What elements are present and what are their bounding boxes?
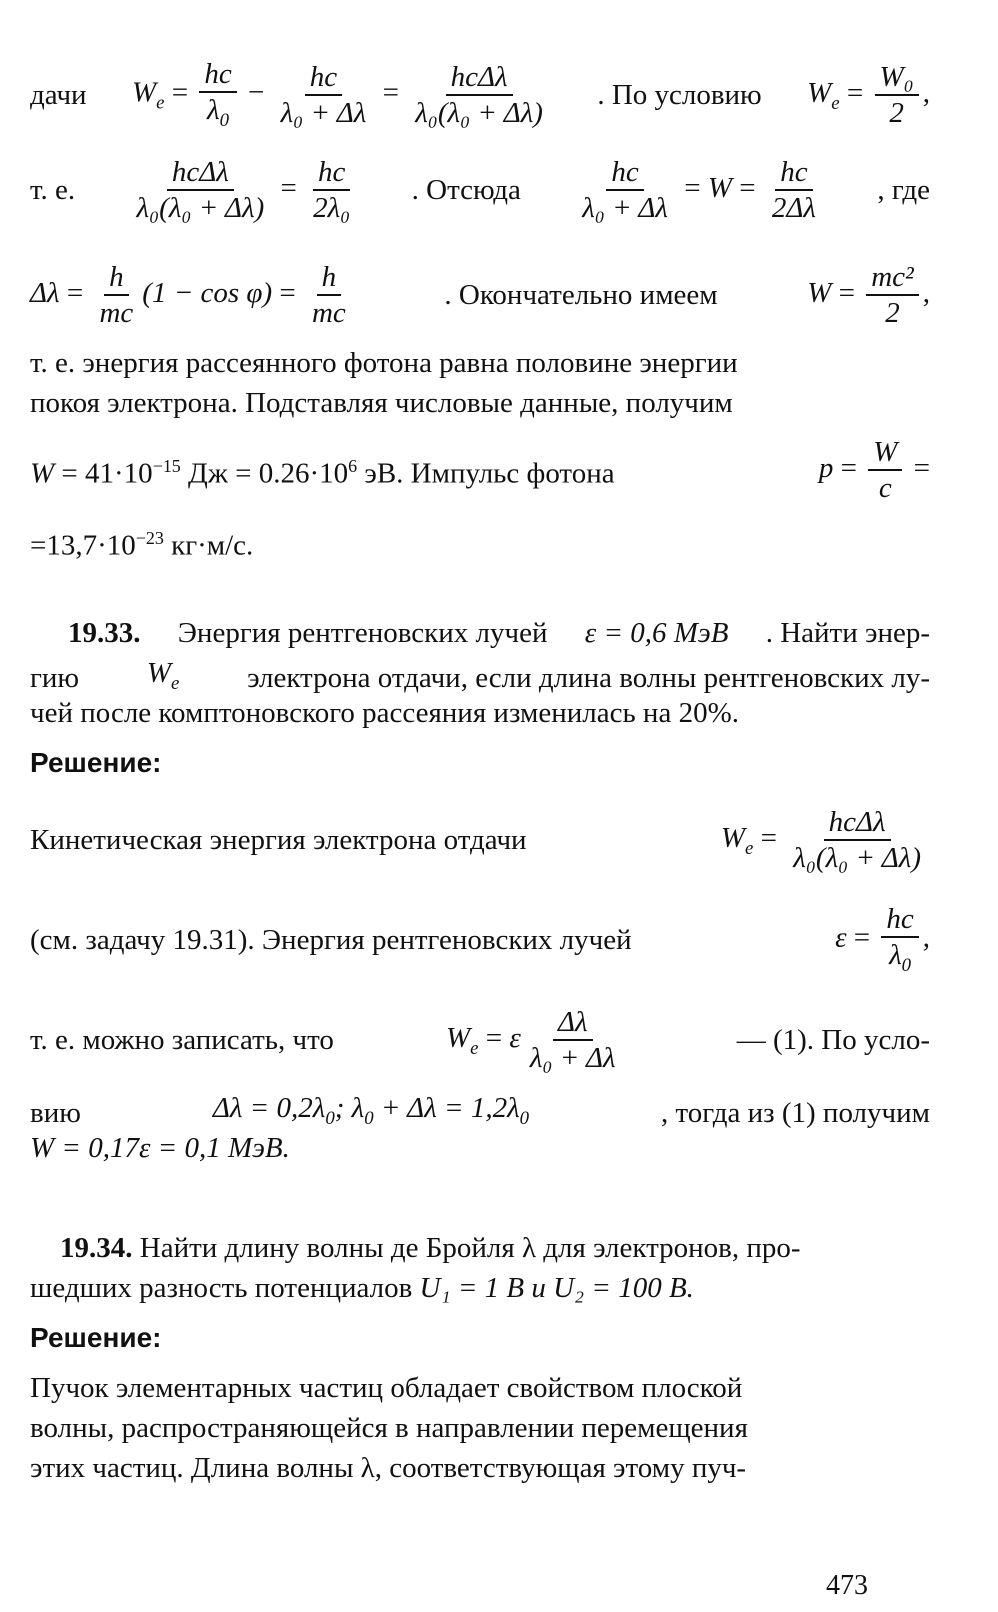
text: шедших разность потенциалов — [30, 1272, 413, 1304]
fraction — [410, 62, 548, 129]
text: . Найти энер- — [765, 617, 930, 649]
eq: = — [684, 171, 701, 204]
fraction — [577, 157, 673, 224]
problem-19-34-line-2 — [30, 1270, 930, 1306]
var-w: W — [807, 276, 832, 309]
numerator: W — [868, 437, 902, 471]
text: Энергия рентгеновских лучей — [177, 617, 548, 649]
sub-0: 0 — [219, 110, 230, 132]
numerator: hcΔλ — [446, 62, 513, 96]
numerator: hc — [775, 157, 812, 191]
var-w: W — [446, 1021, 471, 1054]
fraction — [308, 157, 355, 224]
solution-line-5 — [30, 1130, 930, 1166]
comma: , — [922, 276, 930, 309]
text-line — [30, 1410, 930, 1446]
text: покоя электрона. Подставляя числовые данные, получим — [30, 387, 733, 419]
text: (см. задачу 19.31). Энергия рентгеновских лучей — [30, 924, 632, 956]
formula — [30, 448, 615, 492]
exponent: −15 — [152, 456, 181, 477]
numerator: hc — [305, 62, 342, 96]
delta-lambda: Δλ — [30, 276, 60, 309]
denominator: λ₀(λ₀ + Δλ) — [136, 192, 265, 224]
text-line — [30, 1450, 930, 1486]
sub-e: e — [170, 672, 180, 694]
text: Кинетическая энергия электрона отдачи — [30, 824, 527, 856]
text: электрона отдачи, если длина волны рентгеновских лу- — [247, 662, 930, 695]
formula: U₁ = 1 В и U₂ = 100 В. — [419, 1272, 694, 1304]
denominator: 2 — [889, 97, 904, 129]
text: ; λ — [334, 1092, 365, 1124]
solution-line-2 — [30, 900, 930, 980]
text: кг·м/с. — [163, 529, 254, 562]
text: . По условию — [597, 79, 762, 111]
page-number: 473 — [826, 1570, 868, 1601]
fraction — [307, 262, 351, 329]
fraction — [875, 62, 919, 129]
var-w: W — [807, 76, 832, 109]
var-w: W — [131, 76, 157, 109]
lambda: λ — [889, 939, 902, 972]
sub-0: 0 — [325, 1107, 335, 1129]
text: т. е. энергия рассеянного фотона равна половине энергии — [30, 347, 738, 379]
var-p: p — [818, 451, 834, 484]
var-eps: ε — [509, 1021, 521, 1054]
formula-line-1 — [30, 55, 930, 135]
sub-e: e — [156, 92, 165, 114]
sub-0: 0 — [901, 955, 912, 977]
text: гию — [30, 662, 80, 695]
var-w: W — [720, 821, 746, 854]
formula-we-half — [807, 62, 930, 129]
denominator: λ₀ + Δλ — [582, 192, 668, 224]
sub-e: e — [470, 1037, 479, 1059]
fraction — [94, 262, 138, 329]
eq: = — [171, 76, 189, 109]
denominator: λ₀(λ₀ + Δλ) — [415, 96, 543, 129]
eq: = — [846, 76, 864, 109]
text: т. е. — [30, 174, 76, 206]
formula — [819, 437, 930, 504]
eq: = — [760, 821, 778, 854]
var-w: W — [30, 457, 55, 490]
denominator: λ₀(λ₀ + Δλ) — [793, 842, 921, 874]
fraction — [868, 437, 902, 504]
numerator: hc — [881, 904, 918, 938]
eq: = — [913, 451, 930, 484]
fraction — [525, 1007, 621, 1074]
text: Решение: — [30, 747, 162, 778]
eq: = — [280, 171, 297, 204]
text: Δλ = 0,2λ — [212, 1092, 326, 1124]
var-w: W — [707, 171, 733, 204]
text: W = 0,17ε = 0,1 МэВ. — [30, 1132, 290, 1164]
text: =13,7·10 — [30, 529, 136, 562]
denominator: mc — [311, 297, 346, 329]
text: , тогда из (1) получим — [661, 1097, 930, 1130]
solution-heading — [30, 745, 930, 781]
formula-we — [132, 59, 552, 131]
problem-19-33-line-1 — [68, 615, 930, 651]
text: , где — [877, 174, 930, 206]
numerator: hc — [313, 157, 350, 191]
var-eps: ε — [835, 921, 847, 954]
denominator: 2Δλ — [771, 192, 816, 224]
sub-e: e — [831, 92, 840, 114]
formula — [807, 262, 930, 329]
formula — [128, 157, 360, 224]
fraction — [276, 62, 372, 129]
comma: , — [922, 921, 930, 954]
text: т. е. можно записать, что — [30, 1024, 334, 1056]
formula — [30, 262, 355, 329]
fraction — [788, 807, 926, 874]
text: = 41·10 — [61, 457, 153, 490]
fraction — [767, 157, 821, 224]
comma: , — [922, 76, 930, 109]
numerator: Δλ — [553, 1007, 593, 1041]
text: волны, распространяющейся в направлении перемещения — [30, 1412, 748, 1444]
sub-0: 0 — [364, 1107, 374, 1129]
exponent: 6 — [348, 456, 358, 477]
eq: = — [382, 76, 399, 109]
eq: = — [853, 921, 871, 954]
problem-number: 19.34. — [60, 1232, 133, 1264]
bracket: (1 − cos φ) — [142, 276, 273, 309]
denominator: λ₀ + Δλ — [280, 96, 367, 129]
minus: − — [247, 76, 265, 109]
formula: ε = 0,6 МэВ — [584, 617, 729, 649]
formula — [446, 1007, 625, 1074]
problem-number: 19.33. — [68, 617, 141, 649]
text-line — [30, 345, 930, 381]
formula — [573, 157, 825, 224]
eq: = — [739, 171, 756, 204]
denominator: 2λ₀ — [313, 192, 351, 224]
var-w: W — [146, 657, 171, 689]
fraction — [881, 904, 918, 976]
numerator: hcΔλ — [167, 157, 234, 191]
fraction — [199, 59, 236, 131]
text: Дж = 0.26·10 — [180, 457, 349, 490]
eq: = — [66, 276, 84, 309]
eq: = — [279, 276, 296, 309]
numerator: hc — [606, 157, 643, 191]
denominator — [884, 938, 916, 976]
denominator: c — [878, 472, 892, 504]
formula-line-2 — [30, 150, 930, 230]
text: эВ. Импульс фотона — [357, 457, 615, 490]
solution-line-1 — [30, 800, 930, 880]
eq: = — [840, 451, 857, 484]
formula — [721, 807, 930, 874]
formula-line-3 — [30, 255, 930, 335]
exponent: −23 — [135, 528, 164, 548]
fraction — [866, 262, 919, 329]
text-line — [30, 520, 930, 564]
problem-19-34-line-1 — [60, 1230, 930, 1266]
numerator: h — [104, 262, 129, 296]
denominator: mc — [99, 297, 134, 329]
eq: = — [838, 276, 855, 309]
text: Пучок элементарных частиц обладает свойством плоской — [30, 1372, 743, 1404]
text: Найти длину волны де Бройля λ для электронов, про- — [139, 1232, 801, 1264]
text: дачи — [30, 79, 87, 111]
numerator: mc² — [866, 262, 919, 296]
numerator: W₀ — [875, 62, 919, 96]
solution-line-3 — [30, 1000, 930, 1080]
formula-line-6 — [30, 430, 930, 510]
sub-e: e — [745, 837, 754, 859]
lambda: λ — [207, 94, 220, 127]
sub-0: 0 — [519, 1107, 530, 1129]
denominator: 2 — [885, 297, 900, 329]
formula — [835, 904, 930, 976]
text: Решение: — [30, 1322, 162, 1353]
text: этих частиц. Длина волны λ, соответствующая этому пуч- — [30, 1452, 747, 1484]
text: . Отсюда — [411, 174, 521, 206]
numerator: h — [317, 262, 342, 296]
denominator — [202, 93, 234, 131]
problem-19-33-line-3 — [30, 695, 930, 731]
numerator: hcΔλ — [824, 807, 891, 841]
text: — (1). По усло- — [736, 1024, 930, 1056]
solution-heading — [30, 1320, 930, 1356]
text: вию — [30, 1097, 81, 1130]
fraction — [132, 157, 270, 224]
denominator: λ₀ + Δλ — [529, 1042, 616, 1074]
text: чей после комптоновского рассеяния изменилась на 20%. — [30, 697, 739, 729]
text-line — [30, 1370, 930, 1406]
text: . Окончательно имеем — [444, 279, 718, 311]
numerator: hc — [199, 59, 236, 93]
text-line — [30, 385, 930, 421]
text: + Δλ = 1,2λ — [373, 1092, 520, 1124]
eq: = — [485, 1021, 503, 1054]
